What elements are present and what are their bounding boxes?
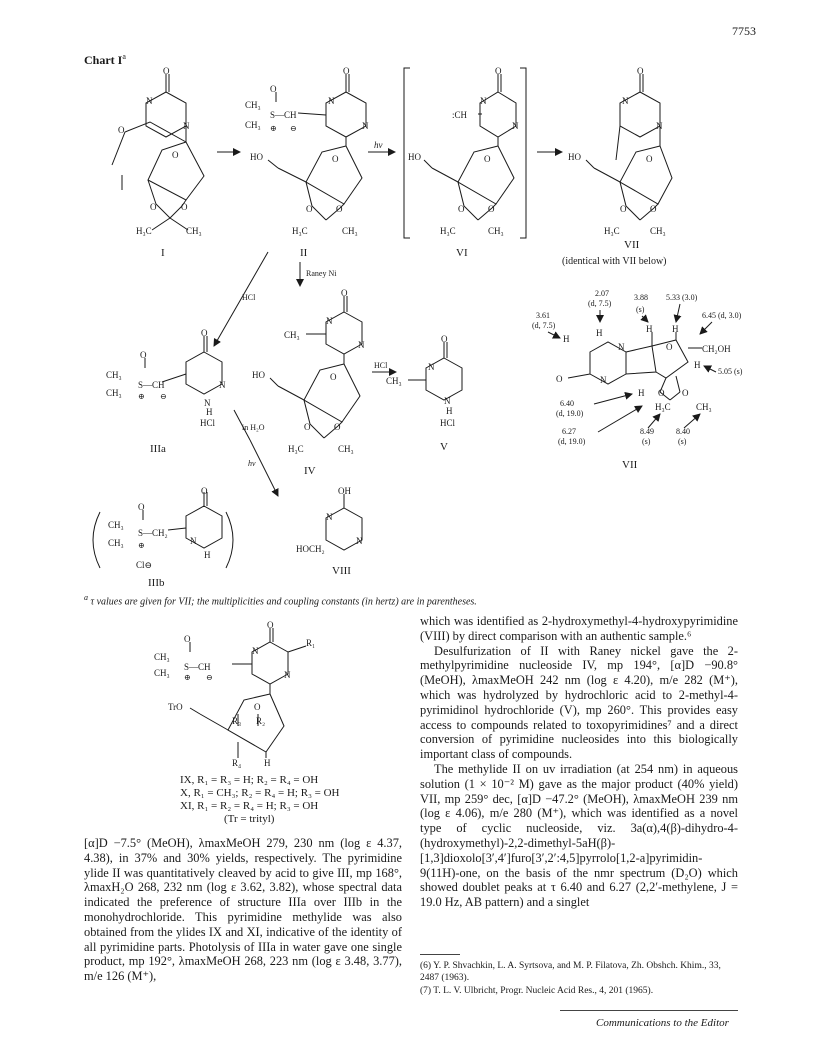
svg-text:R₄: R₄ [232, 758, 242, 768]
nmr-v8: 6.27 [562, 427, 576, 436]
svg-text:HO: HO [408, 152, 421, 162]
svg-text:⊕: ⊕ [270, 124, 277, 133]
svg-text:N: N [252, 646, 259, 656]
svg-text:N: N [656, 121, 663, 131]
chart-footnote-mark: a [84, 593, 88, 602]
label-V: V [440, 441, 448, 453]
svg-text:O: O [184, 634, 191, 644]
reagent-hcl-1: HCl [242, 293, 256, 302]
svg-text:O: O [334, 422, 341, 432]
svg-text:O: O [140, 350, 147, 360]
svg-text:S—CH: S—CH [138, 380, 165, 390]
salt-V: HCl [440, 418, 456, 428]
svg-text:H: H [638, 388, 645, 398]
svg-text:H₃C: H₃C [292, 226, 308, 236]
compound-captions [180, 774, 400, 826]
svg-text:O: O [304, 422, 311, 432]
svg-text:O: O [118, 125, 125, 135]
svg-text:HOCH₂: HOCH₂ [296, 544, 325, 554]
svg-text:O: O [637, 66, 644, 76]
svg-text:O: O [254, 702, 261, 712]
nmr-v6: 5.05 (s) [718, 367, 743, 376]
label-II: II [300, 247, 308, 259]
chart-footnote-text: τ values are given for VII; the multiplicities and coupling constants (in hertz) are in parentheses. [90, 596, 477, 608]
nmr-v1m: (d, 7.5) [588, 299, 612, 308]
bracket-right [520, 68, 526, 238]
references-rule [420, 954, 460, 955]
chart-label-text: Chart I [84, 53, 123, 67]
svg-text:CH₃: CH₃ [154, 652, 170, 662]
svg-text:O: O [620, 204, 627, 214]
nmr-v7m: (d, 19.0) [556, 409, 584, 418]
paren-right [226, 512, 233, 568]
references [420, 960, 738, 998]
caption-XI: XI, R₁ = R₂ = R₄ = H; R₃ = OH [180, 800, 319, 812]
svg-text:R₁: R₁ [306, 638, 316, 648]
svg-text:OH: OH [338, 486, 351, 496]
svg-text:O: O [201, 328, 208, 338]
running-foot: Communications to the Editor [596, 1017, 729, 1029]
svg-text:CH₂OH: CH₂OH [702, 344, 731, 354]
svg-text:CH₃: CH₃ [106, 370, 122, 380]
svg-text:CH₃: CH₃ [108, 520, 124, 530]
svg-text:O: O [172, 150, 179, 160]
arrow-IIIa-to-VIII [250, 440, 278, 496]
svg-text:O: O [488, 204, 495, 214]
svg-text:CH₃: CH₃ [245, 100, 261, 110]
svg-text:CH₃: CH₃ [284, 330, 300, 340]
svg-text:H₃C: H₃C [655, 402, 671, 412]
label-VIII: VIII [332, 565, 351, 577]
svg-text:CH₃: CH₃ [696, 402, 712, 412]
nmr-v2m: (d, 7.5) [532, 321, 556, 330]
svg-text:CH₃: CH₃ [338, 444, 354, 454]
svg-text:N: N [480, 96, 487, 106]
caption-IX: IX, R₁ = R₃ = H; R₂ = R₄ = OH [180, 774, 319, 786]
svg-text:O: O [306, 204, 313, 214]
compound-IX-XI-structure [140, 618, 410, 768]
label-IIIb: IIIb [148, 577, 165, 589]
svg-text:O: O [150, 202, 157, 212]
svg-text:O: O [495, 66, 502, 76]
svg-text:⊕: ⊕ [184, 673, 191, 682]
right-column [420, 614, 738, 910]
svg-text:O: O [336, 204, 343, 214]
svg-text:HO: HO [252, 370, 265, 380]
svg-text:N: N [362, 121, 369, 131]
nmr-v9m: (s) [642, 437, 651, 446]
page-number: 7753 [732, 24, 756, 38]
right-paragraph-1: which was identified as 2-hydroxymethyl-4-hydroxypyrimidine (VIII) by direct comparison with an authentic sample.⁶ [420, 614, 738, 643]
svg-text::CH: :CH [452, 110, 468, 120]
compound-IIIb-structure [143, 492, 222, 548]
svg-text:CH₃: CH₃ [108, 538, 124, 548]
svg-text:CH₃: CH₃ [342, 226, 358, 236]
svg-text:⊕: ⊕ [138, 541, 145, 550]
svg-text:N: N [284, 670, 291, 680]
reference-7: (7) T. L. V. Ulbricht, Progr. Nucleic Acid Res., 4, 201 (1965). [420, 986, 654, 996]
svg-text:O: O [484, 154, 491, 164]
svg-text:⊖: ⊖ [206, 673, 213, 682]
nmr-v3: 3.88 [634, 293, 648, 302]
svg-text:O: O [267, 620, 274, 630]
caption-trityl: (Tr = trityl) [224, 813, 275, 825]
svg-text:H: H [206, 407, 213, 417]
svg-text:O: O [646, 154, 653, 164]
svg-text:⊖: ⊖ [160, 392, 167, 401]
nmr-v10: 8.40 [676, 427, 690, 436]
svg-text:O: O [650, 204, 657, 214]
svg-text:N: N [328, 96, 335, 106]
svg-text:CH₃: CH₃ [245, 120, 261, 130]
chart-label-mark: a [122, 52, 126, 61]
label-I: I [161, 247, 165, 259]
svg-text:O: O [330, 372, 337, 382]
reagent-hv-2: hν [248, 459, 256, 468]
svg-text:CH₃: CH₃ [186, 226, 202, 236]
svg-text:N: N [600, 375, 607, 385]
svg-text:TrO: TrO [168, 702, 183, 712]
svg-text:H: H [563, 334, 570, 344]
svg-text:O: O [441, 334, 448, 344]
compound-II-structure [268, 74, 366, 220]
label-IIIa: IIIa [150, 443, 166, 455]
svg-text:H: H [204, 550, 211, 560]
svg-text:H: H [446, 406, 453, 416]
svg-text:O: O [270, 84, 277, 94]
svg-text:N: N [190, 536, 197, 546]
paren-left [93, 512, 100, 568]
salt-IIIb-anion: Cl⊖ [136, 560, 153, 570]
compound-V-structure [408, 342, 462, 400]
caption-X: X, R₁ = CH₃; R₂ = R₄ = H; R₃ = OH [180, 787, 340, 799]
svg-text:R₂: R₂ [256, 716, 266, 726]
svg-text:O: O [181, 202, 188, 212]
svg-text:N: N [512, 121, 519, 131]
reference-6: (6) Y. P. Shvachkin, L. A. Syrtsova, and M. P. Filatova, Zh. Obshch. Khim., 33, 2487 (1963). [420, 961, 721, 983]
compound-IV-structure [270, 296, 362, 438]
svg-text:N: N [444, 396, 451, 406]
svg-text:N: N [622, 96, 629, 106]
compound-VI-structure [424, 74, 516, 220]
svg-text:⊕: ⊕ [138, 392, 145, 401]
svg-text:H₃C: H₃C [288, 444, 304, 454]
svg-text:CH₃: CH₃ [650, 226, 666, 236]
nmr-v10m: (s) [678, 437, 687, 446]
svg-text:O: O [556, 374, 563, 384]
svg-text:S—CH: S—CH [270, 110, 297, 120]
reagent-raney: Raney Ni [306, 269, 337, 278]
svg-text:H₃C: H₃C [136, 226, 152, 236]
chart-footnote [84, 593, 477, 607]
label-VI: VI [456, 247, 468, 259]
compound-I-structure [112, 74, 204, 230]
salt-IIIa: HCl [200, 418, 216, 428]
svg-text:H₃C: H₃C [604, 226, 620, 236]
nmr-v7: 6.40 [560, 399, 574, 408]
svg-text:CH₃: CH₃ [488, 226, 504, 236]
svg-text:N: N [204, 398, 211, 408]
label-IV: IV [304, 465, 316, 477]
svg-text:N: N [356, 536, 363, 546]
svg-text:CH₃: CH₃ [386, 376, 402, 386]
nmr-v2: 3.61 [536, 311, 550, 320]
svg-text:N: N [428, 362, 435, 372]
svg-text:R₃: R₃ [232, 716, 242, 726]
svg-text:N: N [326, 316, 333, 326]
label-VII: VII [624, 239, 640, 251]
svg-text:CH₃: CH₃ [106, 388, 122, 398]
nmr-v4: 5.33 (3.0) [666, 293, 698, 302]
svg-text:CH₃: CH₃ [154, 668, 170, 678]
label-VII-note: (identical with VII below) [562, 256, 667, 267]
svg-text:H: H [264, 758, 271, 768]
svg-text:H₃C: H₃C [440, 226, 456, 236]
reagent-hv-1: hν [374, 140, 383, 150]
svg-text:O: O [658, 388, 665, 398]
arrow-II-to-IIIa [214, 252, 268, 346]
right-paragraph-2: Desulfurization of II with Raney nickel gave the 2-methylpyrimidine nucleoside IV, mp 194°, [α]D −90.8° (MeOH), λmaxMeOH 242 nm (log ε 4.20), m/e 282 (M⁺), which was hydrolyzed by hydrochloric acid to 2-methyl-4-pyrimidinol hydrochloride (V), mp 260°. This provides easy access to compounds related to toxopyrimidines⁷ and a direct conversion of pyrimidine nucleosides into this biologically important class of compounds. [420, 643, 738, 762]
svg-text:N: N [219, 380, 226, 390]
reagent-in-h2o: in H₂O [242, 423, 265, 432]
svg-text:N: N [183, 121, 190, 131]
svg-text:⊖: ⊖ [290, 124, 297, 133]
nmr-v9: 8.49 [640, 427, 654, 436]
nmr-v1: 2.07 [595, 289, 609, 298]
nmr-v8m: (d, 19.0) [558, 437, 586, 446]
svg-text:S—CH₂: S—CH₂ [138, 528, 168, 538]
svg-text:O: O [341, 288, 348, 298]
svg-text:O: O [458, 204, 465, 214]
svg-text:N: N [146, 96, 153, 106]
svg-text:HO: HO [250, 152, 263, 162]
svg-text:N: N [618, 342, 625, 352]
svg-text:O: O [332, 154, 339, 164]
svg-text:O: O [138, 502, 145, 512]
svg-text:N: N [358, 340, 365, 350]
svg-text:H: H [646, 324, 653, 334]
svg-text:N: N [326, 512, 333, 522]
left-paragraph-1: [α]D −7.5° (MeOH), λmaxMeOH 279, 230 nm (log ε 4.37, 4.38), in 37% and 30% yields, respectively. The pyrimidine ylide II was quantitatively cleaved by acid to give III, mp 168°, λmaxH₂O 268, 232 nm (log ε 3.62, 3.82), whose spectral data indicated the preference of structure IIIa over IIIb in the monohydrochloride. This pyrimidine methylide was also obtained from the ylides IX and XI, indicative of the identity of all pyrimidine parts. Photolysis of IIIa in water gave one single product, mp 192°, λmaxMeOH 268, 223 nm (log ε 3.48, 3.77), m/e 126 (M⁺), [84, 836, 402, 984]
svg-text:O: O [343, 66, 350, 76]
footer-rule [560, 1010, 738, 1011]
right-paragraph-3: The methylide II on uv irradiation (at 254 nm) in aqueous solution (1 × 10⁻² M) gave as the major product (40% yield) VII, mp 259° dec, [α]D −47.2° (MeOH), λmaxMeOH 239 nm (log ε 4.06), m/e 280 (M⁺), which was identified as a novel type of cyclic nucleoside, viz. 3a(α),4(β)-dihydro-4-(hydroxymethyl)-2,2-dimethyl-5aH(β)-[1,3]dioxolo[3′,4′]furo[3′,2′:4,5]pyrrolo[1,2-a]pyrimidin-9(11H)-one, on the basis of the nmr spectrum (D₂O) which showed doublet peaks at τ 6.40 and 6.27 (2,2′-methylene, J = 19.0 Hz, AB pattern) and a singlet [420, 761, 738, 910]
svg-text:HO: HO [568, 152, 581, 162]
svg-text:O: O [682, 388, 689, 398]
svg-text:O: O [163, 66, 170, 76]
svg-text:O: O [666, 342, 673, 352]
svg-text:S—CH: S—CH [184, 662, 211, 672]
label-VII-b: VII [622, 459, 638, 471]
svg-text:H: H [672, 324, 679, 334]
left-column [84, 836, 402, 984]
svg-text:O: O [201, 486, 208, 496]
svg-text:H: H [694, 360, 701, 370]
reagent-hcl-2: HCl [374, 361, 388, 370]
nmr-v3m: (s) [636, 305, 645, 314]
svg-text:H: H [596, 328, 603, 338]
compound-VII-structure [586, 74, 672, 220]
nmr-v5: 6.45 (d, 3.0) [702, 311, 742, 320]
